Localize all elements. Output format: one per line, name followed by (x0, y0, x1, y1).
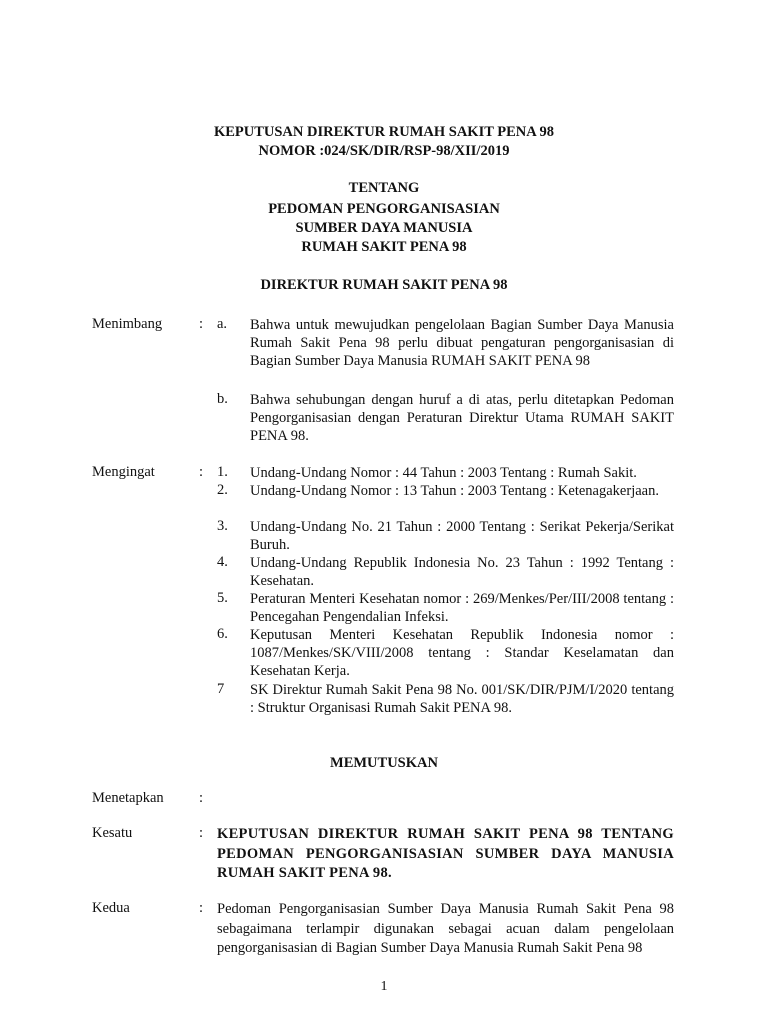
menimbang-colon: : (199, 316, 204, 332)
page-number: 1 (380, 979, 388, 994)
menimbang-text-a: Bahwa untuk mewujudkan pengelolaan Bagian Sumber Daya Manusia Rumah Sakit Pena 98 perlu dibuat pengaturan pengorganisasian di Bagian Sumber Daya Manusia RUMAH SAKIT PENA 98 (250, 317, 674, 369)
mengingat-mark-6: 6. (217, 626, 228, 642)
mengingat-mark-4: 4. (217, 554, 228, 570)
mengingat-text-4: Undang-Undang Republik Indonesia No. 23 Tahun : 1992 Tentang : Kesehatan. (250, 555, 674, 589)
kesatu-text: KEPUTUSAN DIREKTUR RUMAH SAKIT PENA 98 TENTANG PEDOMAN PENGORGANISASIAN SUMBER DAYA MANUSIA RUMAH SAKIT PENA 98. (217, 826, 674, 881)
tentang-heading: TENTANG (348, 180, 420, 196)
memutuskan-heading: MEMUTUSKAN (330, 755, 438, 771)
mengingat-text-5: Peraturan Menteri Kesehatan nomor : 269/Menkes/Per/III/2008 tentang : Pencegahan Pengendalian Infeksi. (250, 591, 674, 625)
kedua-label: Kedua (92, 900, 130, 916)
director-heading: DIREKTUR RUMAH SAKIT PENA 98 (260, 277, 508, 293)
menimbang-mark-a: a. (217, 316, 228, 332)
kesatu-label: Kesatu (92, 825, 133, 841)
kedua-text: Pedoman Pengorganisasian Sumber Daya Manusia Rumah Sakit Pena 98 sebagaimana terlampir digunakan sebagai acuan dalam pengelolaan pengorganisasian di Bagian Sumber Daya Manusia Rumah Sakit Pena 98 (217, 901, 674, 956)
mengingat-text-1: Undang-Undang Nomor : 44 Tahun : 2003 Tentang : Rumah Sakit. (250, 465, 637, 481)
menetapkan-colon: : (199, 790, 204, 806)
menimbang-text-b: Bahwa sehubungan dengan huruf a di atas, perlu ditetapkan Pedoman Pengorganisasian dengan Peraturan Direktur Utama RUMAH SAKIT PENA 98. (250, 392, 674, 444)
mengingat-text-6: Keputusan Menteri Kesehatan Republik Indonesia nomor : 1087/Menkes/SK/VIII/2008 tentang : Standar Keselamatan dan Kesehatan Kerja. (250, 627, 674, 679)
kesatu-colon: : (199, 825, 204, 841)
menetapkan-label: Menetapkan (92, 790, 164, 806)
mengingat-mark-5: 5. (217, 590, 228, 606)
mengingat-label: Mengingat (92, 464, 155, 480)
menimbang-label: Menimbang (92, 316, 163, 332)
decree-number: NOMOR :024/SK/DIR/RSP-98/XII/2019 (258, 143, 510, 159)
menimbang-mark-b: b. (217, 391, 228, 407)
mengingat-mark-3: 3. (217, 518, 228, 534)
mengingat-mark-7: 7 (217, 681, 225, 697)
mengingat-text-7: SK Direktur Rumah Sakit Pena 98 No. 001/SK/DIR/PJM/I/2020 tentang : Struktur Organisasi Rumah Sakit PENA 98. (250, 682, 674, 716)
mengingat-mark-1: 1. (217, 464, 228, 480)
decree-title: KEPUTUSAN DIREKTUR RUMAH SAKIT PENA 98 (213, 124, 555, 140)
mengingat-colon: : (199, 464, 204, 480)
subject-line-1: PEDOMAN PENGORGANISASIAN (268, 201, 500, 217)
subject-line-3: RUMAH SAKIT PENA 98 (301, 239, 467, 255)
kedua-colon: : (199, 900, 204, 916)
mengingat-text-3: Undang-Undang No. 21 Tahun : 2000 Tentang : Serikat Pekerja/Serikat Buruh. (250, 519, 674, 553)
subject-line-2: SUMBER DAYA MANUSIA (295, 220, 473, 236)
mengingat-text-2: Undang-Undang Nomor : 13 Tahun : 2003 Tentang : Ketenagakerjaan. (250, 483, 659, 499)
mengingat-mark-2: 2. (217, 482, 228, 498)
